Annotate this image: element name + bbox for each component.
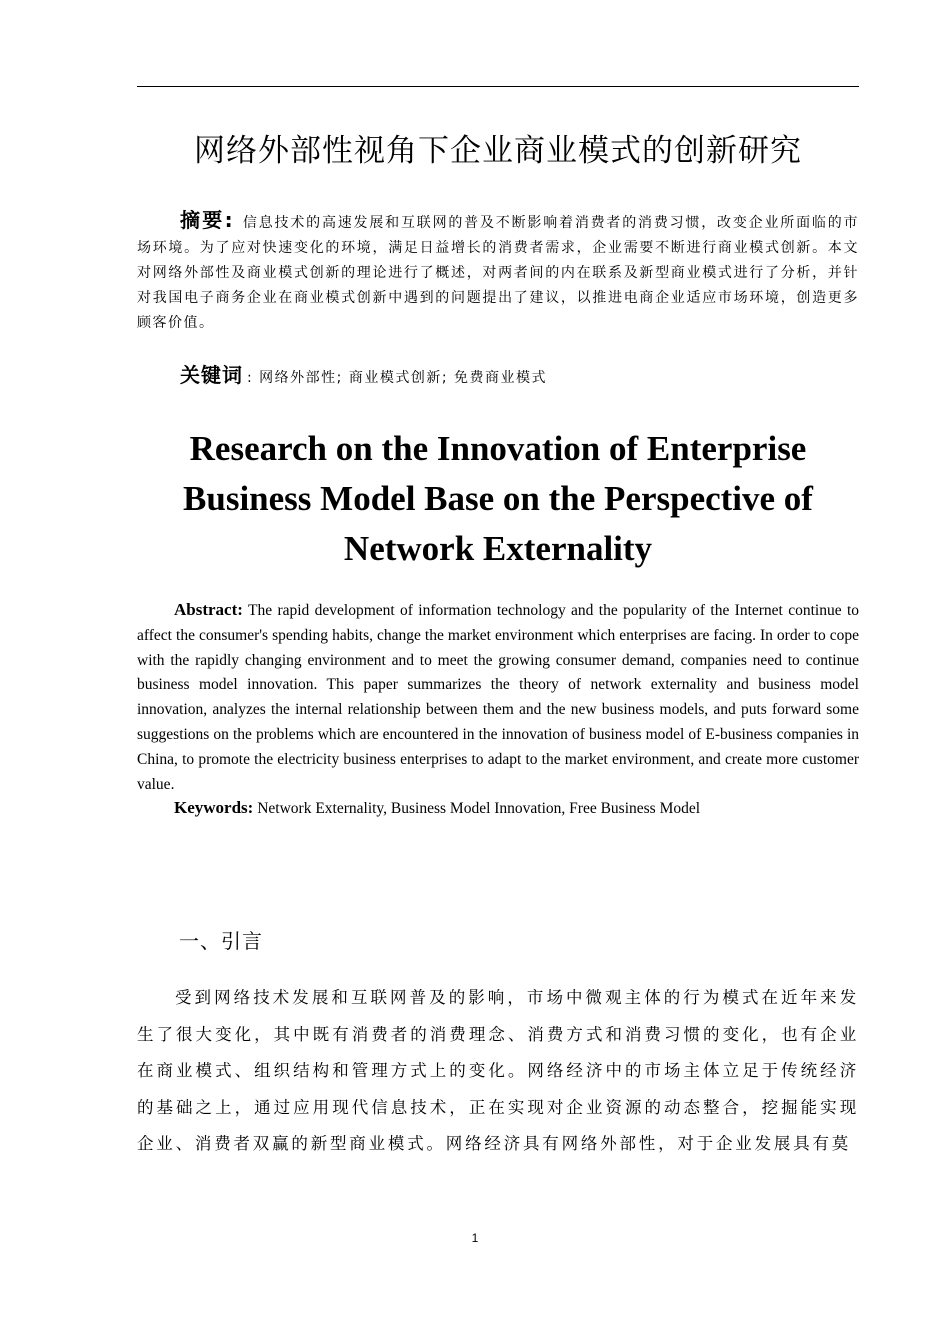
chinese-title: 网络外部性视角下企业商业模式的创新研究 (194, 133, 802, 169)
english-abstract-text: The rapid development of information technology and the popularity of the Internet continue to affect the consumer's spending habits, change the market environment which enterprises are facing. In order to cope with the rapidly changing environment and to meet the growing consumer demand, companies need to continue business model innovation. This paper summarizes the theory of network externality and business model innovation, analyzes the internal relationship between them and the new business models, and puts forward some suggestions on the problems which are encountered in the innovation of business model of E-business companies in China, to promote the electricity business enterprises to adapt to the market environment, and create more customer value. (137, 602, 859, 793)
chinese-abstract (137, 208, 859, 336)
chinese-keywords-text: : 网络外部性; 商业模式创新; 免费商业模式 (247, 370, 547, 386)
introduction-paragraph: 受到网络技术发展和互联网普及的影响，市场中微观主体的行为模式在近年来发生了很大变化，其中既有消费者的消费理念、消费方式和消费习惯的变化，也有企业在商业模式、组织结构和管理方式上的变化。网络经济中的市场主体立足于传统经济的基础之上，通过应用现代信息技术，正在实现对企业资源的动态整合，挖掘能实现企业、消费者双赢的新型商业模式。网络经济具有网络外部性，对于企业发展具有莫 (137, 988, 859, 1153)
chinese-keywords-label: 关键词 (180, 363, 243, 387)
chinese-abstract-text: 信息技术的高速发展和互联网的普及不断影响着消费者的消费习惯，改变企业所面临的市场环境。为了应对快速变化的环境，满足日益增长的消费者需求，企业需要不断进行商业模式创新。本文对网络外部性及商业模式创新的理论进行了概述，对两者间的内在联系及新型商业模式进行了分析，并针对我国电子商务企业在商业模式创新中遇到的问题提出了建议，以推进电商企业适应市场环境，创造更多顾客价值。 (137, 215, 859, 331)
section-heading-introduction: 一、引言 (179, 929, 263, 953)
english-keywords-label: Keywords: (174, 798, 254, 817)
page-number: 1 (471, 1231, 479, 1245)
english-abstract (137, 598, 859, 797)
chinese-keywords (137, 360, 859, 393)
chinese-abstract-label: 摘要: (180, 208, 235, 232)
english-keywords (137, 796, 859, 822)
english-keywords-text: Network Externality, Business Model Innovation, Free Business Model (253, 800, 701, 817)
english-title: Research on the Innovation of Enterprise Business Model Base on the Perspective of Network Externality (183, 429, 813, 568)
english-abstract-label: Abstract: (174, 600, 243, 619)
header-rule (137, 86, 859, 87)
